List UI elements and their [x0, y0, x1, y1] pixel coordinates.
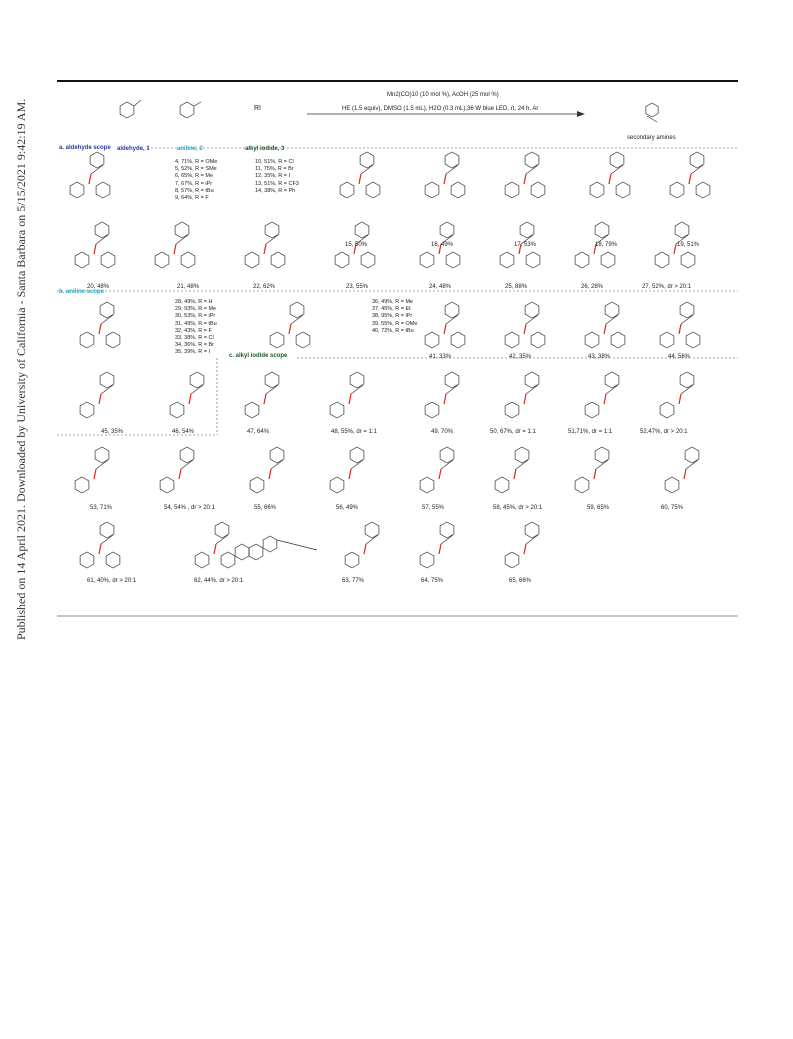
alkyl-ring	[451, 182, 465, 198]
aniline-bond	[194, 102, 201, 106]
forming-bond	[179, 469, 181, 479]
aryl-ring	[345, 552, 359, 568]
forming-bond	[99, 544, 101, 554]
aryl-ring	[660, 402, 674, 418]
amine-bond	[101, 315, 113, 324]
amine-bond	[681, 315, 693, 324]
aryl-ring	[655, 252, 669, 268]
forming-bond	[524, 544, 526, 554]
aryl-ring	[330, 477, 344, 493]
forming-bond	[214, 544, 216, 554]
amine-bond	[446, 385, 458, 394]
amine-bond	[596, 460, 608, 469]
aryl-ring	[585, 402, 599, 418]
compound-label: 55, 66%	[254, 505, 277, 511]
compound-label: 45, 35%	[101, 429, 124, 435]
compound-label: 64, 75%	[421, 578, 444, 584]
forming-bond	[264, 394, 266, 404]
compound-label: 17, 53%	[514, 242, 537, 248]
download-notice-text: Published on 14 April 2021. Downloaded by University of California - Santa Barbara on 5/15/2021 9:42:19 AM.	[14, 98, 28, 640]
steroid-chain	[277, 540, 317, 550]
aldehyde-ring	[120, 102, 134, 118]
forming-bond	[269, 469, 271, 479]
amine-bond	[291, 315, 303, 324]
r-list-entry: 7, 67%, R = iPr	[175, 180, 213, 187]
steroid-ring	[235, 544, 249, 560]
amine-bond	[271, 460, 283, 469]
aryl-ring	[245, 402, 259, 418]
r-list-entry: 31, 49%, R = tBu	[175, 320, 217, 327]
alkyl-ring	[616, 182, 630, 198]
forming-bond	[514, 469, 516, 479]
r-list-entry: 32, 43%, R = F	[175, 327, 212, 334]
alkyl-iodide-formula: RI	[254, 105, 261, 112]
compound-label: 43, 38%	[588, 354, 611, 360]
aryl-ring	[170, 402, 184, 418]
alkyl-ring	[106, 552, 120, 568]
amine-bond	[516, 460, 528, 469]
amine-bond	[681, 385, 693, 394]
alkyl-ring	[531, 182, 545, 198]
r-list-entry: 13, 51%, R = CF3	[255, 180, 299, 187]
amine-bond	[176, 235, 188, 244]
alkyl-ring	[221, 552, 235, 568]
amine-bond	[361, 165, 373, 174]
forming-bond	[89, 174, 91, 184]
aniline-r-list-1	[175, 299, 217, 357]
compound-label: 15, 50%	[345, 242, 368, 248]
compound-label: 22, 62%	[253, 284, 276, 290]
compound-label: 42, 35%	[509, 354, 532, 360]
forming-bond	[99, 394, 101, 404]
product-core	[646, 103, 658, 117]
compound-label: 50, 67%, dr = 1:1	[490, 429, 536, 435]
forming-bond	[364, 544, 366, 554]
aryl-ring	[80, 332, 94, 348]
compound-label: 53, 71%	[90, 505, 113, 511]
conditions-bottom: HE (1.5 equiv), DMSO (1.5 mL), H2O (0.3 mL),36 W blue LED, rt, 24 h, Ar	[342, 106, 539, 112]
amine-bond	[686, 460, 698, 469]
aryl-ring	[575, 252, 589, 268]
compound-label: 60, 75%	[661, 505, 684, 511]
compound-label: 47, 64%	[247, 429, 270, 435]
forming-bond	[174, 244, 176, 254]
aryl-ring	[250, 477, 264, 493]
forming-bond	[444, 394, 446, 404]
compound-label: 23, 55%	[346, 284, 369, 290]
compound-label: 18, 79%	[595, 242, 618, 248]
aryl-ring	[245, 252, 259, 268]
forming-bond	[604, 324, 606, 334]
aniline-ring	[180, 102, 194, 118]
r-list-entry: 39, 55%, R = OMe	[372, 320, 418, 327]
compound-label: 24, 48%	[429, 284, 452, 290]
amine-bond	[691, 165, 703, 174]
alkyl-ring	[611, 332, 625, 348]
forming-bond	[349, 394, 351, 404]
amine-bond	[266, 235, 278, 244]
amine-bond	[606, 385, 618, 394]
alkyl-ring	[181, 252, 195, 268]
compound-label: 51,71%, dr = 1:1	[568, 429, 613, 435]
alkyl-ring	[696, 182, 710, 198]
aryl-ring	[505, 552, 519, 568]
r-list-entry: 12, 35%, R = I	[255, 173, 291, 180]
forming-bond	[604, 394, 606, 404]
section-b-label: b. aniline scope	[59, 289, 105, 295]
amine-bond	[526, 165, 538, 174]
section-c-label: c. alkyl iodide scope	[229, 353, 288, 359]
forming-bond	[524, 324, 526, 334]
alkyl-ring	[601, 252, 615, 268]
r-list-entry: 11, 75%, R = Br	[255, 166, 294, 173]
amine-bond	[101, 535, 113, 544]
amine-bond	[526, 315, 538, 324]
forming-bond	[439, 469, 441, 479]
amine-bond	[181, 460, 193, 469]
steroid-ring	[249, 544, 263, 560]
forming-bond	[594, 469, 596, 479]
forming-bond	[679, 324, 681, 334]
amine-bond	[191, 385, 203, 394]
alkyl-iodide-label: alkyl iodide, 3	[245, 146, 285, 152]
structure-drawings	[57, 90, 738, 605]
amine-bond	[611, 165, 623, 174]
aryl-ring	[75, 252, 89, 268]
amine-bond	[446, 315, 458, 324]
compound-label: 54, 54% , dr > 20:1	[164, 505, 215, 511]
aryl-ring	[660, 332, 674, 348]
alkyl-ring	[106, 332, 120, 348]
forming-bond	[689, 174, 691, 184]
aniline-r-list-2	[372, 299, 417, 335]
amine-bond	[351, 385, 363, 394]
alkyl-ring	[361, 252, 375, 268]
forming-bond	[94, 469, 96, 479]
aryl-ring	[420, 252, 434, 268]
compound-label: 46, 54%	[172, 429, 195, 435]
aryl-ring	[575, 477, 589, 493]
aryl-ring	[70, 182, 84, 198]
arrow-head	[577, 111, 585, 117]
forming-bond	[524, 394, 526, 404]
compound-label: 16, 49%	[431, 242, 454, 248]
compound-label: 41, 33%	[429, 354, 452, 360]
amine-bond	[351, 460, 363, 469]
aryl-ring	[505, 182, 519, 198]
forming-bond	[524, 174, 526, 184]
amine-bond	[266, 385, 278, 394]
section-a-label: a. aldehyde scope	[59, 145, 111, 151]
r-list-entry: 29, 93%, R = Me	[175, 306, 217, 313]
compound-label: 44, 56%	[668, 354, 691, 360]
aryl-ring	[340, 182, 354, 198]
aryl-ring	[665, 477, 679, 493]
forming-bond	[439, 544, 441, 554]
compound-label: 62, 44%, dr > 20:1	[194, 578, 244, 584]
amine-bond	[96, 460, 108, 469]
forming-bond	[264, 244, 266, 254]
r-list-entry: 35, 39%, R = I	[175, 349, 211, 356]
amine-bond	[96, 235, 108, 244]
alkyl-ring	[681, 252, 695, 268]
reaction-scope-figure	[57, 90, 738, 605]
compound-label: 56, 49%	[336, 505, 359, 511]
aldehyde-r-list-1	[175, 159, 217, 202]
amine-bond	[216, 535, 228, 544]
r-list-entry: 14, 38%, R = Ph	[255, 187, 296, 194]
forming-bond	[679, 394, 681, 404]
alkyl-ring	[366, 182, 380, 198]
forming-bond	[349, 469, 351, 479]
aryl-ring	[425, 182, 439, 198]
aryl-ring	[80, 402, 94, 418]
r-list-entry: 30, 53%, R = iPr	[175, 313, 216, 320]
amine-bond	[526, 385, 538, 394]
compound-label: 26, 28%	[581, 284, 604, 290]
aldehyde-bond	[134, 100, 141, 106]
r-list-entry: 33, 38%, R = Cl	[175, 334, 214, 341]
forming-bond	[609, 174, 611, 184]
aryl-ring	[155, 252, 169, 268]
aryl-ring	[420, 477, 434, 493]
aryl-ring	[270, 332, 284, 348]
aryl-ring	[75, 477, 89, 493]
aryl-ring	[670, 182, 684, 198]
top-rule	[57, 80, 738, 82]
alkyl-ring	[271, 252, 285, 268]
compound-label: 49, 70%	[431, 429, 454, 435]
amine-bond	[526, 535, 538, 544]
amine-bond	[366, 535, 378, 544]
compound-label: 21, 48%	[177, 284, 200, 290]
alkyl-ring	[296, 332, 310, 348]
r-list-entry: 9, 64%, R = F	[175, 194, 209, 201]
aryl-ring	[590, 182, 604, 198]
steroid-ring	[263, 536, 277, 552]
alkyl-ring	[686, 332, 700, 348]
compound-label: 19, 51%	[677, 242, 700, 248]
alkyl-ring	[531, 332, 545, 348]
forming-bond	[444, 324, 446, 334]
r-list-entry: 40, 72%, R = tBu	[372, 327, 414, 334]
forming-bond	[99, 324, 101, 334]
compound-label: 59, 65%	[587, 505, 610, 511]
amine-bond	[101, 385, 113, 394]
compound-label: 20, 48%	[87, 284, 110, 290]
forming-bond	[94, 244, 96, 254]
compound-label: 61, 40%, dr > 20:1	[87, 578, 137, 584]
r-list-entry: 28, 49%, R = H	[175, 299, 213, 305]
amine-bond	[441, 460, 453, 469]
aldehyde-label: aldehyde, 1	[117, 146, 150, 152]
r-list-entry: 36, 49%, R = Me	[372, 299, 414, 305]
compound-label: 65, 66%	[509, 578, 532, 584]
aryl-ring	[420, 552, 434, 568]
product-label: secondary amines	[627, 135, 676, 141]
forming-bond	[444, 174, 446, 184]
r-list-entry: 8, 57%, R = tBu	[175, 187, 214, 194]
alkyl-ring	[451, 332, 465, 348]
conditions-top: Mn2(CO)10 (10 mol %), AcOH (25 mol %)	[387, 92, 499, 98]
alkyl-ring	[446, 252, 460, 268]
bottom-rule	[57, 615, 738, 617]
compound-label: 57, 55%	[422, 505, 445, 511]
amine-bond	[606, 315, 618, 324]
aldehyde-r-list-2	[255, 159, 299, 195]
aryl-ring	[500, 252, 514, 268]
aryl-ring	[330, 402, 344, 418]
aryl-ring	[425, 332, 439, 348]
r-list-entry: 10, 51%, R = Cl	[255, 159, 294, 165]
alkyl-ring	[96, 182, 110, 198]
r-list-entry: 37, 45%, R = Et	[372, 306, 411, 313]
forming-bond	[674, 244, 676, 254]
aryl-ring	[425, 402, 439, 418]
aryl-ring	[195, 552, 209, 568]
forming-bond	[189, 394, 191, 404]
forming-bond	[289, 324, 291, 334]
compound-label: 58, 45%, dr > 20:1	[493, 505, 543, 511]
r-list-entry: 34, 36%, R = Br	[175, 342, 214, 349]
aryl-ring	[495, 477, 509, 493]
r-list-entry: 5, 52%, R = SMe	[175, 166, 217, 173]
compound-label: 48, 55%, dr = 1:1	[331, 429, 377, 435]
forming-bond	[684, 469, 686, 479]
forming-bond	[359, 174, 361, 184]
compound-label: 63, 77%	[342, 578, 365, 584]
aryl-ring	[585, 332, 599, 348]
amine-bond	[446, 165, 458, 174]
r-list-entry: 4, 71%, R = OMe	[175, 159, 218, 165]
compound-label: 27, 52%, dr > 20:1	[642, 284, 692, 290]
amine-bond	[91, 165, 103, 174]
compound-label: 52,47%, dr > 20:1	[640, 429, 688, 435]
amine-bond	[441, 535, 453, 544]
aryl-ring	[505, 402, 519, 418]
aryl-ring	[505, 332, 519, 348]
compound-label: 25, 88%	[505, 284, 528, 290]
aryl-ring	[160, 477, 174, 493]
aryl-ring	[80, 552, 94, 568]
r-list-entry: 38, 95%, R = iPr	[372, 313, 413, 320]
download-notice-sidebar	[0, 0, 30, 1039]
alkyl-ring	[526, 252, 540, 268]
r-list-entry: 6, 65%, R = Me	[175, 173, 214, 180]
aniline-label: aniline, 2	[177, 146, 203, 152]
alkyl-ring	[101, 252, 115, 268]
aryl-ring	[335, 252, 349, 268]
